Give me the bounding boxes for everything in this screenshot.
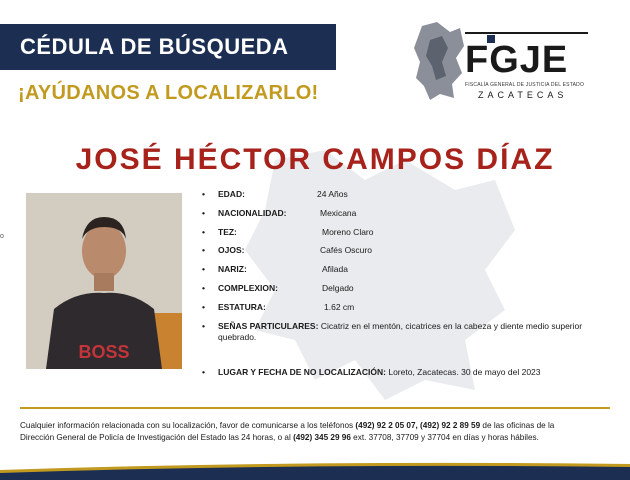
- fgje-logo: [412, 18, 592, 103]
- bullet: •: [202, 207, 205, 218]
- detail-value: Mexicana: [320, 207, 357, 218]
- footer-contact: [20, 420, 620, 444]
- bullet: •: [202, 264, 205, 275]
- detail-label: ESTATURA:: [218, 301, 266, 312]
- detail-row: [202, 227, 402, 239]
- detail-value: Afilada: [322, 264, 348, 275]
- person-name: JOSÉ HÉCTOR CAMPOS DÍAZ: [75, 143, 555, 176]
- bullet: •: [202, 245, 205, 256]
- bullet: •: [202, 321, 205, 331]
- footer-text-1: Cualquier información relacionada con su localización, favor de comunicarse a los teléfonos: [20, 421, 356, 430]
- place-label: LUGAR Y FECHA DE NO LOCALIZACIÓN:: [218, 367, 386, 377]
- place-date: [202, 367, 588, 378]
- detail-row: [202, 283, 402, 295]
- detail-label: NACIONALIDAD:: [218, 207, 287, 218]
- detail-value: Moreno Claro: [322, 226, 374, 237]
- footer-text-3: Dirección General de Policía de Investigación del Estado las 24 horas, o al: [20, 433, 294, 442]
- detail-label: TEZ:: [218, 226, 237, 237]
- logo-state: ZACATECAS: [478, 90, 568, 100]
- logo-acronym: FGJE: [465, 39, 569, 81]
- detail-label: COMPLEXION:: [218, 283, 278, 293]
- detail-row: [202, 189, 402, 201]
- shirt-text: BOSS: [78, 342, 130, 362]
- detail-row: [202, 208, 402, 220]
- footer-phone-2: (492) 345 29 96: [293, 433, 351, 442]
- logo-rule: [465, 32, 588, 34]
- bullet: •: [202, 301, 205, 312]
- detail-row: [202, 264, 402, 276]
- person-photo: [26, 193, 182, 369]
- logo-full-name: FISCALÍA GENERAL DE JUSTICIA DEL ESTADO: [465, 82, 585, 88]
- gold-divider: [20, 407, 610, 409]
- bullet: •: [202, 283, 205, 293]
- detail-value: 1.62 cm: [324, 301, 355, 312]
- footer-text-4: ext. 37708, 37709 y 37704 en días y horas hábiles.: [350, 433, 539, 442]
- edge-mark: o: [0, 233, 4, 240]
- subtitle: ¡AYÚDANOS A LOCALIZARLO!: [18, 82, 319, 104]
- footer-phones: (492) 92 2 05 07, (492) 92 2 89 59: [355, 421, 481, 430]
- bullet: •: [202, 226, 205, 237]
- detail-row: [202, 302, 402, 314]
- footer-text-2: de las oficinas de la: [480, 421, 555, 430]
- bottom-decoration: [0, 462, 630, 480]
- detail-row: [202, 245, 402, 257]
- marks-label: SEÑAS PARTICULARES:: [218, 321, 319, 331]
- bullet: •: [202, 367, 205, 377]
- detail-label: NARIZ:: [218, 264, 247, 275]
- detail-value: Cafés Oscuro: [320, 245, 372, 256]
- detail-label: OJOS:: [218, 245, 245, 256]
- header-title: CÉDULA DE BÚSQUEDA: [0, 24, 336, 70]
- detail-value: Delgado: [322, 283, 354, 293]
- place-value: Loreto, Zacatecas. 30 de mayo del 2023: [388, 367, 541, 377]
- detail-label: EDAD:: [218, 189, 245, 199]
- state-map-logo-icon: [412, 18, 467, 103]
- marks-value: Cicatriz en el mentón, cicatrices en la cabeza y diente medio superior quebrado.: [218, 321, 583, 342]
- detail-value: 24 Años: [317, 189, 348, 199]
- distinguishing-marks: [202, 321, 588, 343]
- bullet: •: [202, 189, 205, 199]
